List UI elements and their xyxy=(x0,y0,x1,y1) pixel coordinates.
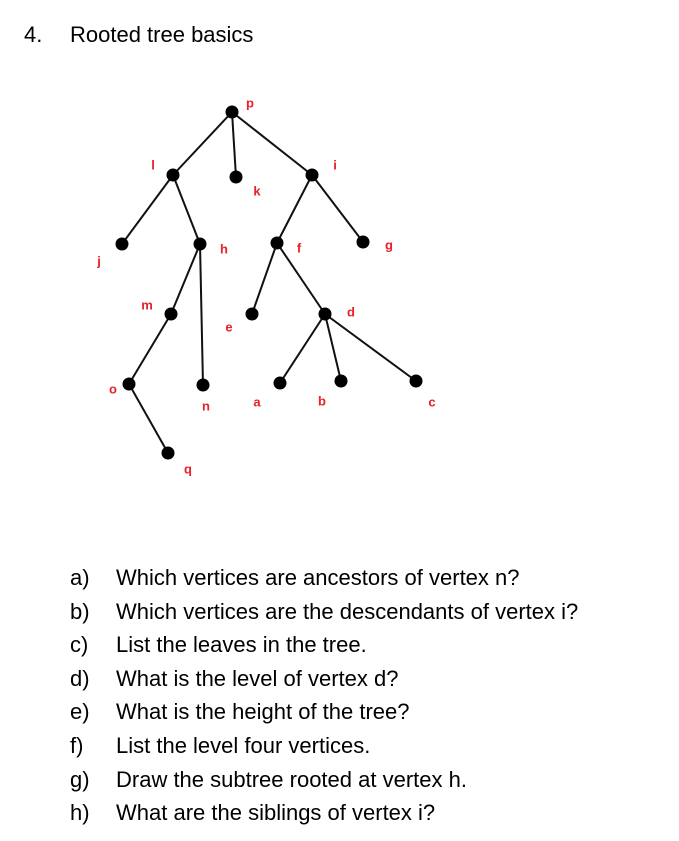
vertex-p xyxy=(226,106,239,119)
vertex-f xyxy=(271,237,284,250)
vertex-label-f: f xyxy=(296,240,302,256)
tree-edges xyxy=(122,112,416,453)
question-text: What is the level of vertex d? xyxy=(116,665,399,691)
question-marker: b) xyxy=(70,598,90,624)
problem-number: 4. xyxy=(24,22,43,47)
question-marker: a) xyxy=(70,565,90,590)
vertex-e xyxy=(246,308,259,321)
edge-p-k xyxy=(232,112,236,177)
vertex-label-l: l xyxy=(151,157,155,173)
vertex-label-c: c xyxy=(428,394,436,410)
vertex-label-b: b xyxy=(318,393,326,409)
edge-p-i xyxy=(232,112,312,175)
vertex-j xyxy=(116,238,129,251)
edge-p-l xyxy=(173,112,232,175)
vertex-g xyxy=(357,236,370,249)
edge-d-a xyxy=(280,314,325,383)
question-item xyxy=(70,763,578,797)
edge-i-f xyxy=(277,175,312,243)
question-text: Which vertices are the descendants of vertex i? xyxy=(116,598,579,624)
vertex-d xyxy=(319,308,332,321)
question-text: What are the siblings of vertex i? xyxy=(116,800,436,826)
vertex-k xyxy=(230,171,243,184)
vertex-c xyxy=(410,375,423,388)
question-marker: f) xyxy=(70,732,84,758)
question-item xyxy=(70,796,578,830)
question-text: List the leaves in the tree. xyxy=(116,632,367,658)
edge-h-m xyxy=(171,244,200,314)
vertex-l xyxy=(167,169,180,182)
edge-h-n xyxy=(200,244,203,385)
vertex-label-g: g xyxy=(385,237,393,253)
vertex-h xyxy=(194,238,207,251)
edge-i-g xyxy=(312,175,363,242)
question-text: Which vertices are ancestors of vertex n? xyxy=(116,565,520,590)
vertex-label-m: m xyxy=(141,297,153,313)
question-marker: e) xyxy=(70,699,90,725)
vertex-label-d: d xyxy=(347,304,355,320)
question-item xyxy=(70,662,578,696)
question-item xyxy=(70,729,578,763)
edge-l-h xyxy=(173,175,200,244)
vertex-label-i: i xyxy=(333,157,337,173)
vertex-label-j: j xyxy=(97,253,101,269)
vertex-a xyxy=(274,377,287,390)
vertex-i xyxy=(306,169,319,182)
question-list xyxy=(70,561,578,830)
vertex-label-k: k xyxy=(253,183,261,199)
question-item xyxy=(70,628,578,662)
vertex-label-q: q xyxy=(184,461,192,477)
question-text: Draw the subtree rooted at vertex h. xyxy=(116,766,467,792)
edge-m-o xyxy=(129,314,171,384)
edge-f-e xyxy=(252,243,277,314)
vertex-label-p: p xyxy=(246,95,254,111)
vertex-m xyxy=(165,308,178,321)
question-item xyxy=(70,561,578,595)
vertex-label-n: n xyxy=(202,398,210,414)
edge-o-q xyxy=(129,384,168,453)
question-marker: c) xyxy=(70,632,89,658)
vertex-o xyxy=(123,378,136,391)
tree-vertices xyxy=(116,106,423,460)
question-item xyxy=(70,695,578,729)
problem-title: Rooted tree basics xyxy=(70,22,254,47)
vertex-label-h: h xyxy=(220,241,228,257)
vertex-label-o: o xyxy=(109,381,117,397)
vertex-q xyxy=(162,447,175,460)
vertex-label-a: a xyxy=(253,394,261,410)
vertex-b xyxy=(335,375,348,388)
question-marker: d) xyxy=(70,665,90,691)
question-marker: g) xyxy=(70,766,90,792)
question-marker: h) xyxy=(70,800,90,826)
vertex-n xyxy=(197,379,210,392)
vertex-label-e: e xyxy=(225,319,233,335)
tree-labels xyxy=(96,95,435,476)
edge-l-j xyxy=(122,175,173,244)
question-text: List the level four vertices. xyxy=(116,732,371,758)
question-text: What is the height of the tree? xyxy=(116,699,410,725)
question-item xyxy=(70,595,578,629)
